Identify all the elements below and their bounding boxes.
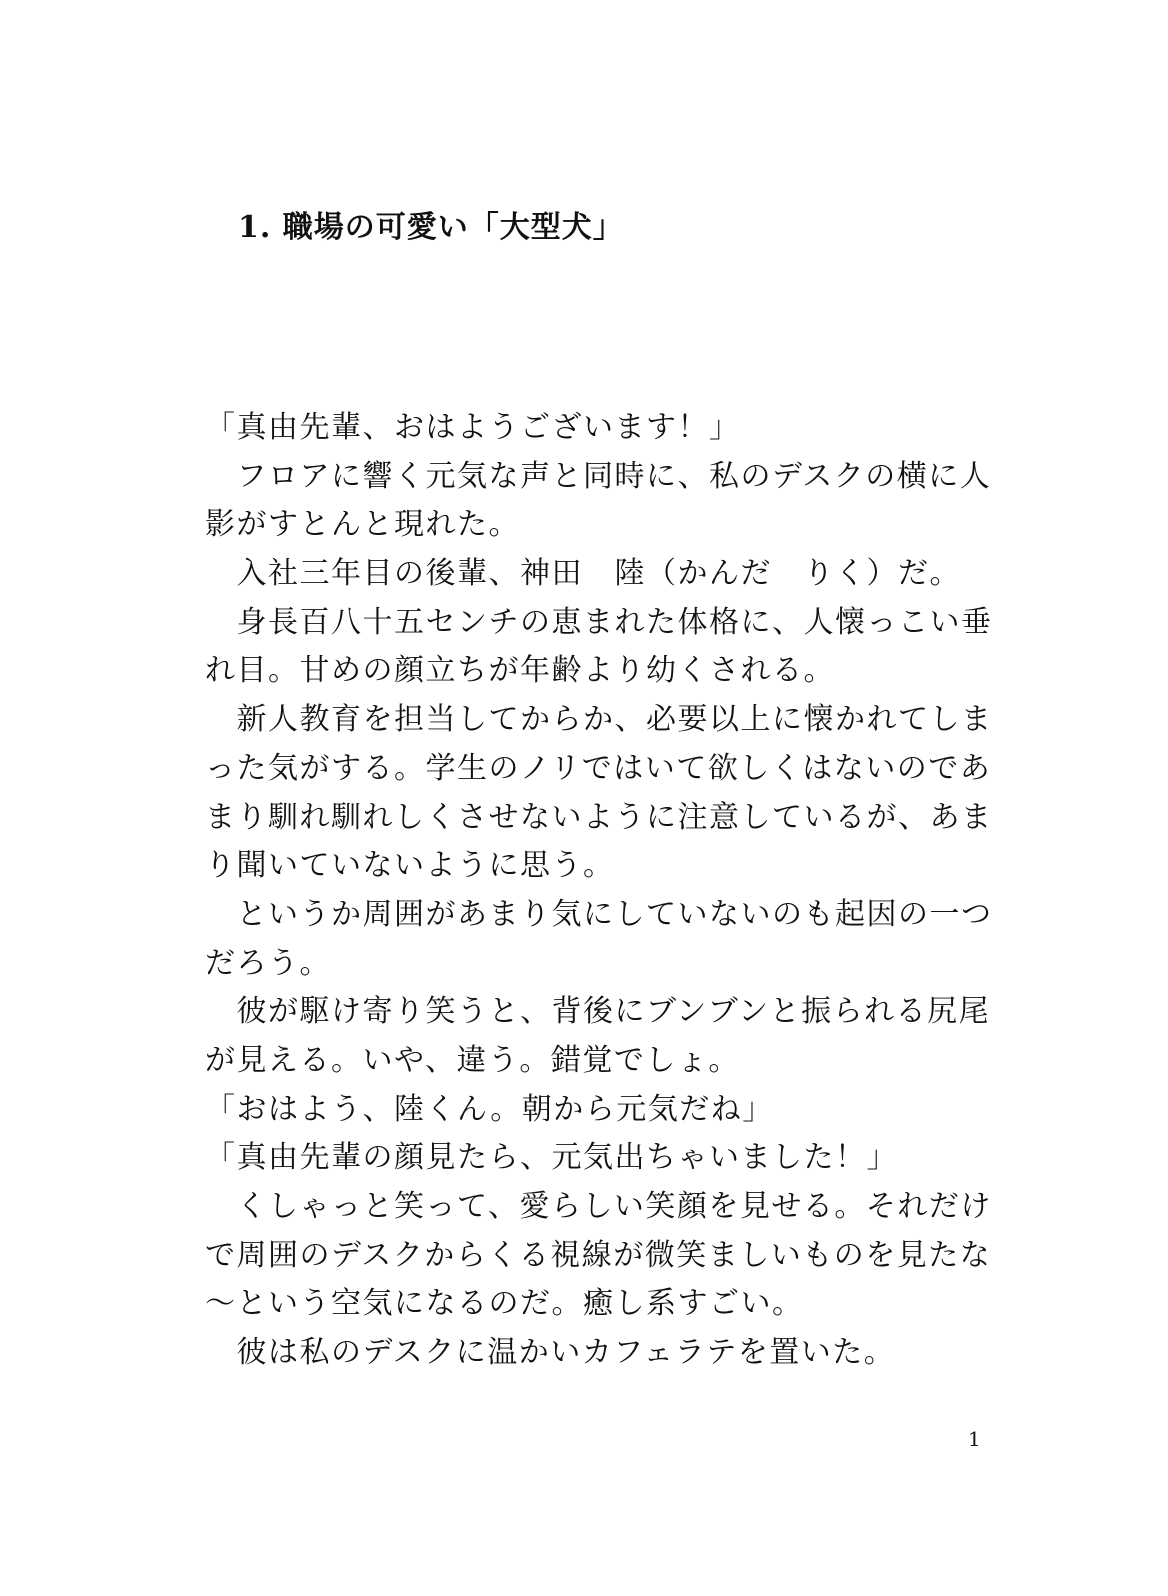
text-line: 身長百八十五センチの恵まれた体格に、人懐っこい垂 bbox=[205, 604, 993, 640]
text-line: で周囲のデスクからくる視線が微笑ましいものを見たな bbox=[205, 1237, 992, 1273]
text-line: くしゃっと笑って、愛らしい笑顔を見せる。それだけ bbox=[205, 1189, 992, 1224]
text-line: 「真由先輩、おはようございます！」 bbox=[205, 410, 741, 445]
text-line: 彼は私のデスクに温かいカフェラテを置いた。 bbox=[205, 1335, 896, 1371]
text-line: 「おはよう、陸くん。朝から元気だね」 bbox=[205, 1091, 774, 1127]
body-text bbox=[205, 404, 995, 1378]
text-line: れ目。甘めの顔立ちが年齢より幼くされる。 bbox=[205, 653, 835, 689]
page-number: 1 bbox=[968, 1427, 981, 1451]
text-line: だろう。 bbox=[205, 945, 331, 981]
text-line: が見える。いや、違う。錯覚でしょ。 bbox=[205, 1042, 740, 1078]
chapter-title: 1. 職場の可愛い「大型犬」 bbox=[238, 210, 624, 245]
text-line: 新人教育を担当してからか、必要以上に懐かれてしま bbox=[205, 702, 993, 738]
text-line: まり馴れ馴れしくさせないように注意しているが、あま bbox=[205, 799, 993, 835]
text-line: った気がする。学生のノリではいて欲しくはないのであ bbox=[205, 750, 992, 786]
text-line: り聞いていないように思う。 bbox=[205, 848, 615, 884]
text-line: というか周囲があまり気にしていないのも起因の一つ bbox=[205, 896, 993, 932]
text-line: 影がすとんと現れた。 bbox=[205, 507, 520, 543]
text-line: フロアに響く元気な声と同時に、私のデスクの横に人 bbox=[205, 458, 992, 494]
text-line: 「真由先輩の顔見たら、元気出ちゃいました！」 bbox=[205, 1140, 898, 1176]
text-line: 彼が駆け寄り笑うと、背後にブンブンと振られる尻尾 bbox=[205, 994, 991, 1030]
text-line: ～という空気になるのだ。癒し系すごい。 bbox=[205, 1286, 804, 1322]
text-line: 入社三年目の後輩、神田 陸（かんだ りく）だ。 bbox=[205, 556, 961, 592]
